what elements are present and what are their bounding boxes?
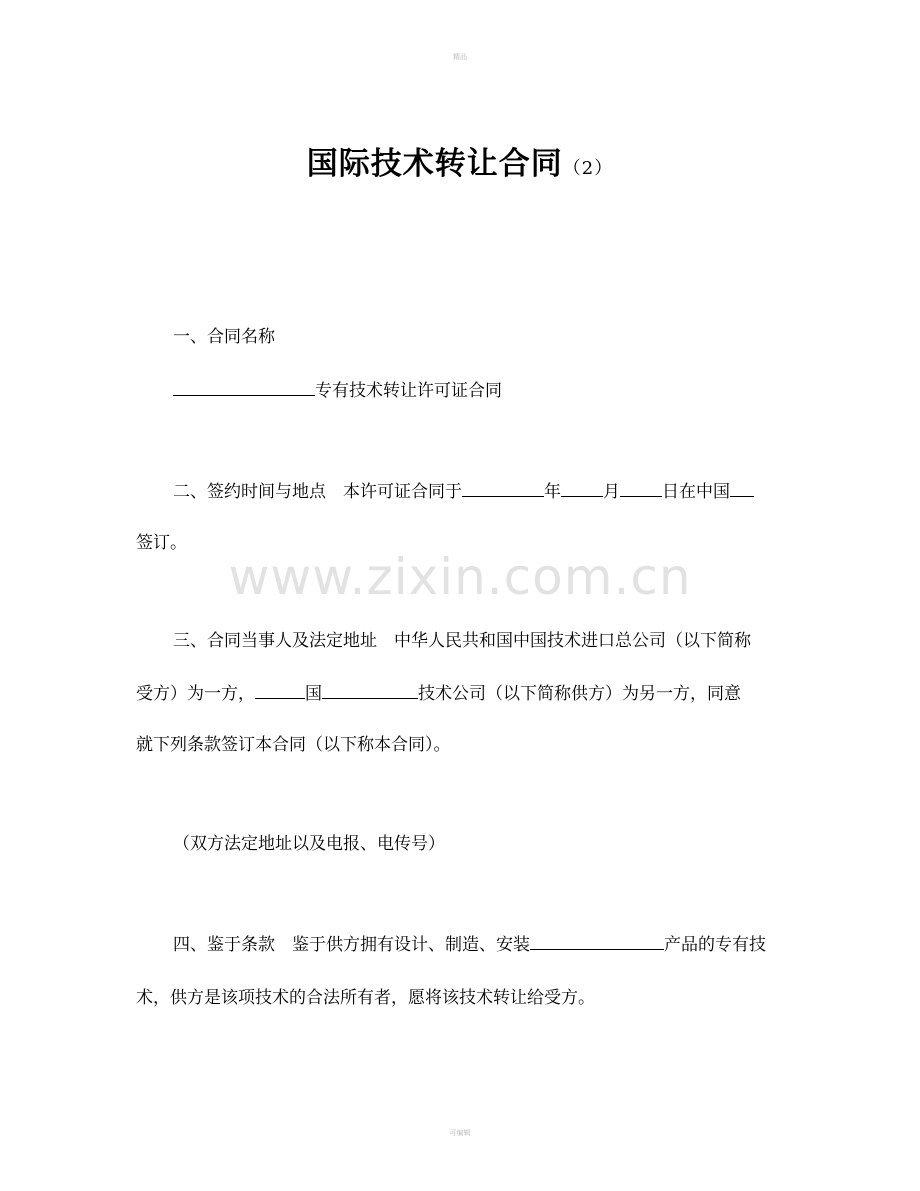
footer-mark: 可编辑	[449, 1129, 471, 1137]
section-2-text-a: 本许可证合同于	[343, 482, 462, 502]
section-2-continuation: 签订。	[136, 533, 187, 553]
section-2-line	[173, 479, 833, 504]
section-3-note: （双方法定地址以及电报、电传号）	[173, 834, 445, 854]
section-3-text-a: 中华人民共和国中国技术进口总公司（以下简称	[394, 631, 751, 651]
section-4-heading: 四、鉴于条款	[173, 935, 275, 955]
section-3-line-1	[173, 629, 833, 653]
section-3-text-c: 技术公司（以下简称供方）为另一方，同意	[418, 684, 741, 704]
section-1-line	[173, 378, 833, 403]
section-4-line-2: 术，供方是该项技术的合法所有者，愿将该技术转让给受方。	[136, 988, 595, 1008]
section-4-line-1	[173, 932, 833, 957]
section-3-line-2	[136, 681, 796, 706]
company-blank	[322, 681, 418, 699]
watermark: www.zixin.com.cn	[228, 548, 692, 606]
section-1-text: 专有技术转让许可证合同	[315, 381, 502, 401]
contract-name-blank	[173, 378, 315, 396]
section-4-text-b: 产品的专有技	[664, 935, 766, 955]
year-label: 年	[544, 482, 561, 502]
section-3-line-3: 就下列条款签订本合同（以下称本合同）。	[136, 735, 451, 755]
day-location-label: 日在中国	[662, 482, 730, 502]
month-blank	[561, 479, 603, 497]
section-3-text-b: 受方）为一方，	[136, 684, 255, 704]
header-mark: 精品	[453, 53, 467, 61]
section-1-heading: 一、合同名称	[173, 327, 275, 347]
document-title	[0, 138, 920, 183]
month-label: 月	[603, 482, 620, 502]
day-blank	[620, 479, 662, 497]
section-3-heading: 三、合同当事人及法定地址	[173, 631, 377, 651]
title-sub: （2）	[562, 158, 614, 179]
product-blank	[530, 932, 664, 950]
year-blank	[462, 479, 544, 497]
section-2-heading: 二、签约时间与地点	[173, 482, 326, 502]
section-4-text-a: 鉴于供方拥有设计、制造、安装	[292, 935, 530, 955]
city-blank	[730, 479, 754, 497]
country-blank	[255, 681, 305, 699]
country-label: 国	[305, 684, 322, 704]
title-main: 国际技术转让合同	[306, 146, 563, 182]
